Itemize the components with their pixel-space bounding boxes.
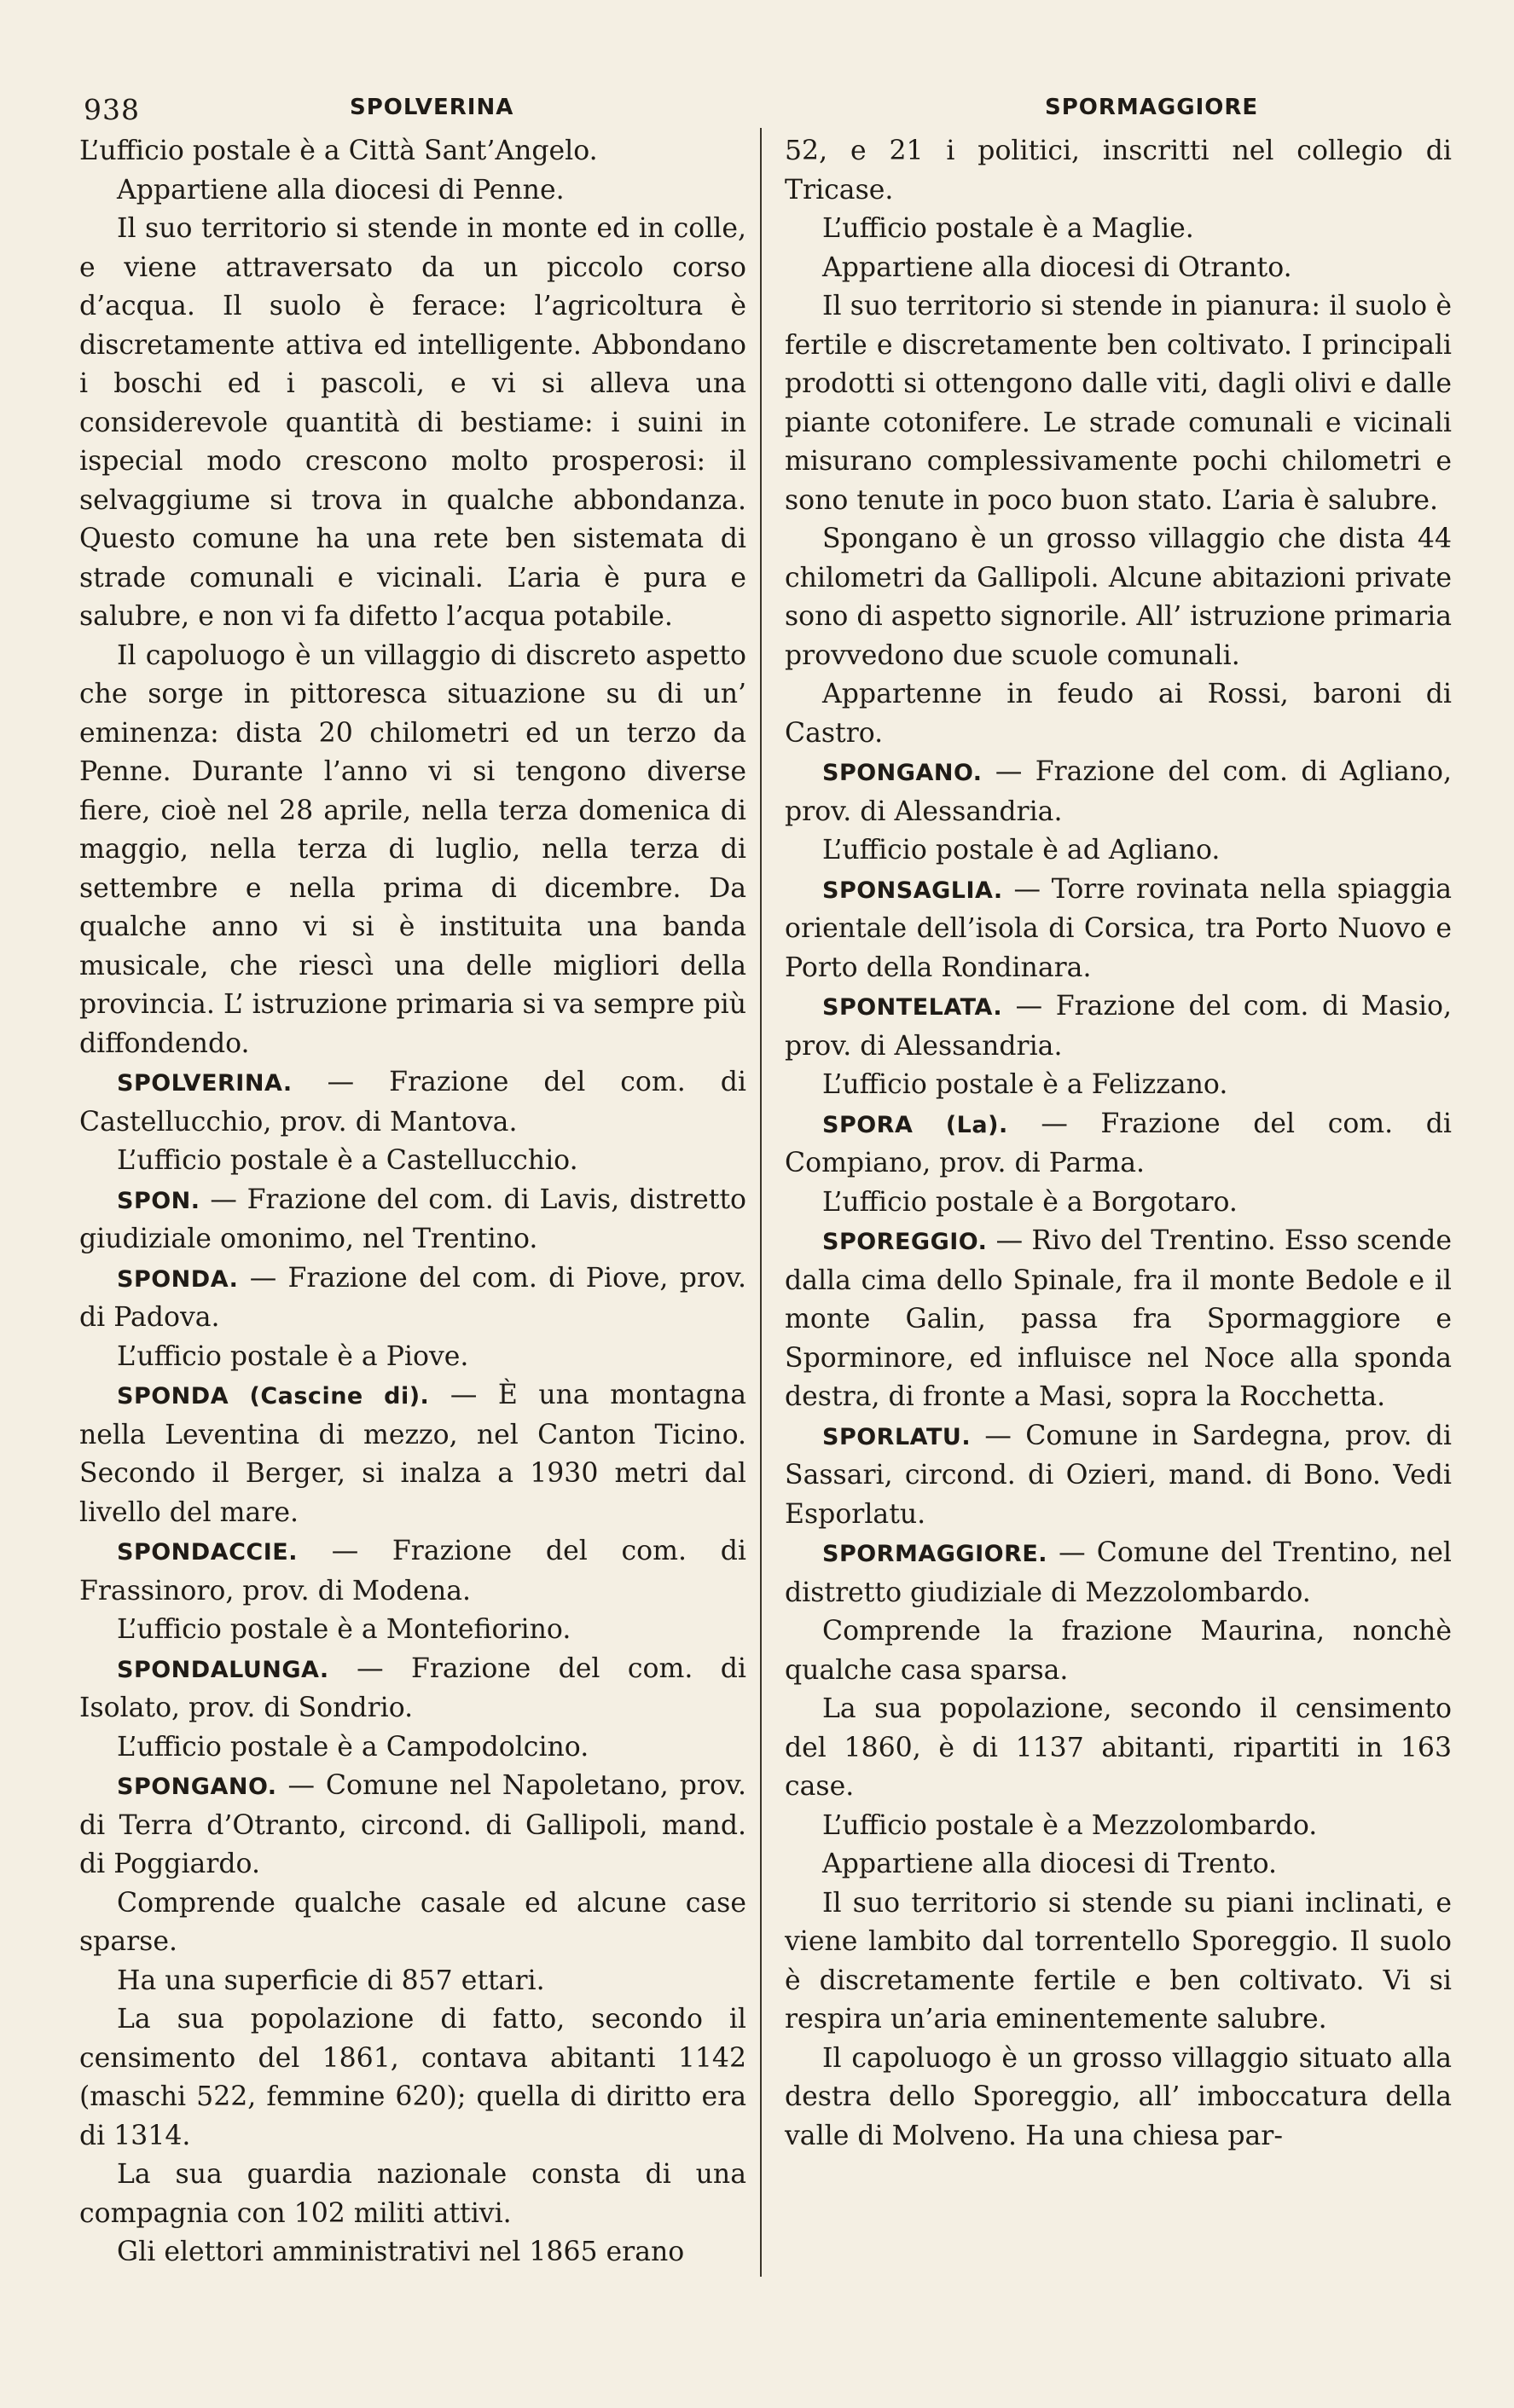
dictionary-entry (79, 1532, 746, 1611)
entry-text: Il suo territorio si stende in pianura: il suolo è fertile e discretamente ben coltivato. I principali prodotti si ottengono dalle viti, dagli olivi e dalle piante cotonifere. Le strade comunali e vicinali misurano complessivamente pochi chilometri e sono tenute in poco buon stato. L’aria è salubre. (785, 291, 1452, 516)
paragraph (79, 1611, 746, 1650)
paragraph (79, 2000, 746, 2156)
page-header (0, 81, 1514, 132)
entry-text: — Frazione del com. di Masio, prov. di Alessandria. (785, 991, 1452, 1062)
entry-headword: SPONGANO. (117, 1774, 277, 1800)
dictionary-entry (79, 1063, 746, 1142)
entry-text: — Frazione del com. di Compiano, prov. di Parma. (785, 1108, 1453, 1178)
paragraph (785, 2040, 1452, 2156)
entry-text: Appartenne in feudo ai Rossi, baroni di Castro. (785, 679, 1452, 749)
entry-text: L’ufficio postale è ad Agliano. (822, 835, 1221, 865)
page-number: 938 (84, 93, 140, 126)
entry-headword: SPORMAGGIORE. (822, 1541, 1048, 1567)
paragraph (785, 1807, 1452, 1846)
entry-text: — Frazione del com. di Isolato, prov. di Sondrio. (79, 1653, 747, 1723)
entry-text: — Frazione del com. di Piove, prov. di Padova. (79, 1262, 747, 1333)
dictionary-entry (785, 987, 1452, 1066)
column-divider (760, 128, 762, 2277)
entry-text: — Frazione del com. di Lavis, distretto giudiziale omonimo, nel Trentino. (79, 1184, 747, 1254)
dictionary-entry (79, 1181, 746, 1259)
paragraph (785, 287, 1452, 520)
paragraph (79, 210, 746, 637)
dictionary-entry (785, 1534, 1452, 1612)
dictionary-entry (79, 1259, 746, 1338)
dictionary-entry (79, 1376, 746, 1532)
paragraph (785, 1612, 1452, 1690)
entry-text: — Torre rovinata nella spiaggia orientale dell’isola di Corsica, tra Porto Nuovo e Porto della Rondinara. (785, 873, 1452, 983)
entry-text: L’ufficio postale è a Città Sant’Angelo. (79, 136, 598, 166)
entry-text: Appartiene alla diocesi di Otranto. (822, 252, 1292, 283)
entry-text: Il suo territorio si stende in monte ed in colle, e viene attraversato da un piccolo corso d’acqua. Il suolo è ferace: l’agricoltura è discretamente attiva ed intelligente. Abbondano i boschi ed i pascoli, e vi si alleva una considerevole quantità di bestiame: i suini in ispecial modo crescono molto prosperosi: il selvaggiume si trova in qualche abbondanza. Questo comune ha una rete ben sistemata di strade comunali e vicinali. L’aria è pura e salubre, e non vi fa difetto l’acqua potabile. (79, 213, 746, 632)
dictionary-entry (79, 1650, 746, 1728)
entry-text: L’ufficio postale è a Castellucchio. (117, 1145, 578, 1176)
entry-headword: SPONSAGLIA. (822, 877, 1003, 904)
paragraph (785, 831, 1452, 871)
paragraph (785, 1690, 1452, 1807)
paragraph (785, 1066, 1452, 1105)
paragraph (785, 520, 1452, 675)
entry-text: — Comune nel Napoletano, prov. di Terra d’Otranto, circond. di Gallipoli, mand. di Poggiardo. (79, 1770, 747, 1879)
paragraph (79, 1338, 746, 1377)
entry-text: La sua guardia nazionale consta di una compagnia con 102 militi attivi. (79, 2159, 746, 2229)
entry-text: L’ufficio postale è a Felizzano. (822, 1069, 1228, 1100)
entry-headword: SPONDA. (117, 1265, 239, 1293)
entry-text: — Frazione del com. di Castellucchio, prov. di Mantova. (79, 1067, 747, 1137)
paragraph (785, 132, 1452, 210)
running-head-right: SPORMAGGIORE (1045, 95, 1259, 120)
paragraph (79, 1962, 746, 2001)
entry-headword: SPONDA (Cascine di). (117, 1383, 430, 1409)
paragraph (79, 132, 746, 171)
dictionary-entry (785, 1222, 1452, 1417)
paragraph (785, 210, 1452, 249)
paragraph (79, 637, 746, 1064)
entry-text: La sua popolazione di fatto, secondo il censimento del 1861, contava abitanti 1142 (maschi 522, femmine 620); quella di diritto era di 1314. (79, 2004, 746, 2151)
dictionary-entry (785, 1105, 1452, 1184)
entry-text: — Comune in Sardegna, prov. di Sassari, circond. di Ozieri, mand. di Bono. Vedi Esporlatu. (785, 1420, 1453, 1530)
entry-text: Ha una superficie di 857 ettari. (117, 1965, 545, 1996)
entry-text: — Comune del Trentino, nel distretto giudiziale di Mezzolombardo. (785, 1537, 1453, 1608)
entry-headword: SPON. (117, 1187, 200, 1214)
entry-headword: SPORA (La). (822, 1111, 1008, 1138)
entry-headword: SPONGANO. (822, 760, 983, 786)
paragraph (79, 1728, 746, 1768)
entry-text: Il capoluogo è un grosso villaggio situato alla destra dello Sporeggio, all’ imboccatura della valle di Molveno. Ha una chiesa par- (785, 2042, 1452, 2151)
paragraph (785, 1845, 1452, 1884)
dictionary-entry (785, 1417, 1452, 1535)
paragraph (785, 675, 1452, 753)
entry-text: L’ufficio postale è a Borgotaro. (822, 1186, 1238, 1218)
paragraph (785, 249, 1452, 288)
paragraph (79, 1142, 746, 1181)
paragraph (785, 1184, 1452, 1223)
entry-text: Comprende qualche casale ed alcune case sparse. (79, 1887, 746, 1957)
entry-text: Appartiene alla diocesi di Trento. (822, 1849, 1278, 1879)
entry-text: L’ufficio postale è a Maglie. (822, 213, 1194, 244)
entry-text: — Rivo del Trentino. Esso scende dalla cima dello Spinale, fra il monte Bedole e il monte Galin, passa fra Spormaggiore e Sporminore, ed influisce nel Noce alla sponda destra, di fronte a Masi, sopra la Rocchetta. (785, 1225, 1452, 1412)
paragraph (79, 2233, 746, 2272)
paragraph (79, 171, 746, 211)
entry-text: L’ufficio postale è a Campodolcino. (117, 1731, 589, 1763)
entry-text: Appartiene alla diocesi di Penne. (117, 174, 565, 205)
running-head-left: SPOLVERINA (350, 95, 514, 120)
entry-headword: SPONDALUNGA. (117, 1656, 329, 1683)
dictionary-entry (79, 1767, 746, 1884)
entry-text: L’ufficio postale è a Montefiorino. (117, 1614, 571, 1645)
entry-headword: SPORLATU. (822, 1423, 972, 1450)
entry-text: 52, e 21 i politici, inscritti nel collegio di Tricase. (785, 136, 1452, 205)
entry-text: — È una montagna nella Leventina di mezzo, nel Canton Ticino. Secondo il Berger, si inalza a 1930 metri dal livello del mare. (79, 1380, 746, 1528)
entry-text: Il suo territorio si stende su piani inclinati, e viene lambito dal torrentello Sporeggio. Il suolo è discretamente fertile e ben coltivato. Vi si respira un’aria eminentemente salubre. (785, 1887, 1452, 2035)
entry-headword: SPONTELATA. (822, 994, 1003, 1021)
entry-text: Comprende la frazione Maurina, nonchè qualche casa sparsa. (785, 1616, 1452, 1686)
dictionary-entry (785, 753, 1452, 831)
entry-text: — Frazione del com. di Frassinoro, prov. di Modena. (79, 1536, 746, 1606)
right-column (785, 132, 1452, 2156)
paragraph (785, 1884, 1452, 2040)
entry-text: Spongano è un grosso villaggio che dista 44 chilometri da Gallipoli. Alcune abitazioni private sono di aspetto signorile. All’ istruzione primaria provvedono due scuole comunali. (785, 524, 1452, 671)
entry-text: L’ufficio postale è a Piove. (117, 1340, 469, 1372)
entry-headword: SPOREGGIO. (822, 1229, 988, 1255)
entry-headword: SPONDACCIE. (117, 1539, 298, 1566)
dictionary-entry (785, 871, 1452, 988)
entry-text: Gli elettori amministrativi nel 1865 erano (117, 2237, 685, 2267)
left-column (79, 132, 746, 2272)
entry-text: — Frazione del com. di Agliano, prov. di Alessandria. (785, 756, 1452, 827)
paragraph (79, 1884, 746, 1962)
entry-headword: SPOLVERINA. (117, 1070, 293, 1097)
entry-text: Il capoluogo è un villaggio di discreto aspetto che sorge in pittoresca situazione su di un’ eminenza: dista 20 chilometri ed un terzo da Penne. Durante l’anno vi si tengono diverse fiere, cioè nel 28 aprile, nella terza domenica di maggio, nella terza di luglio, nella terza di settembre e nella prima di dicembre. Da qualche anno vi si è instituita una banda musicale, che riescì una delle migliori della provincia. L’ istruzione primaria si va sempre più diffondendo. (79, 640, 746, 1059)
paragraph (79, 2156, 746, 2233)
entry-text: La sua popolazione, secondo il censimento del 1860, è di 1137 abitanti, ripartiti in 163 case. (785, 1693, 1452, 1802)
entry-text: L’ufficio postale è a Mezzolombardo. (822, 1809, 1318, 1841)
